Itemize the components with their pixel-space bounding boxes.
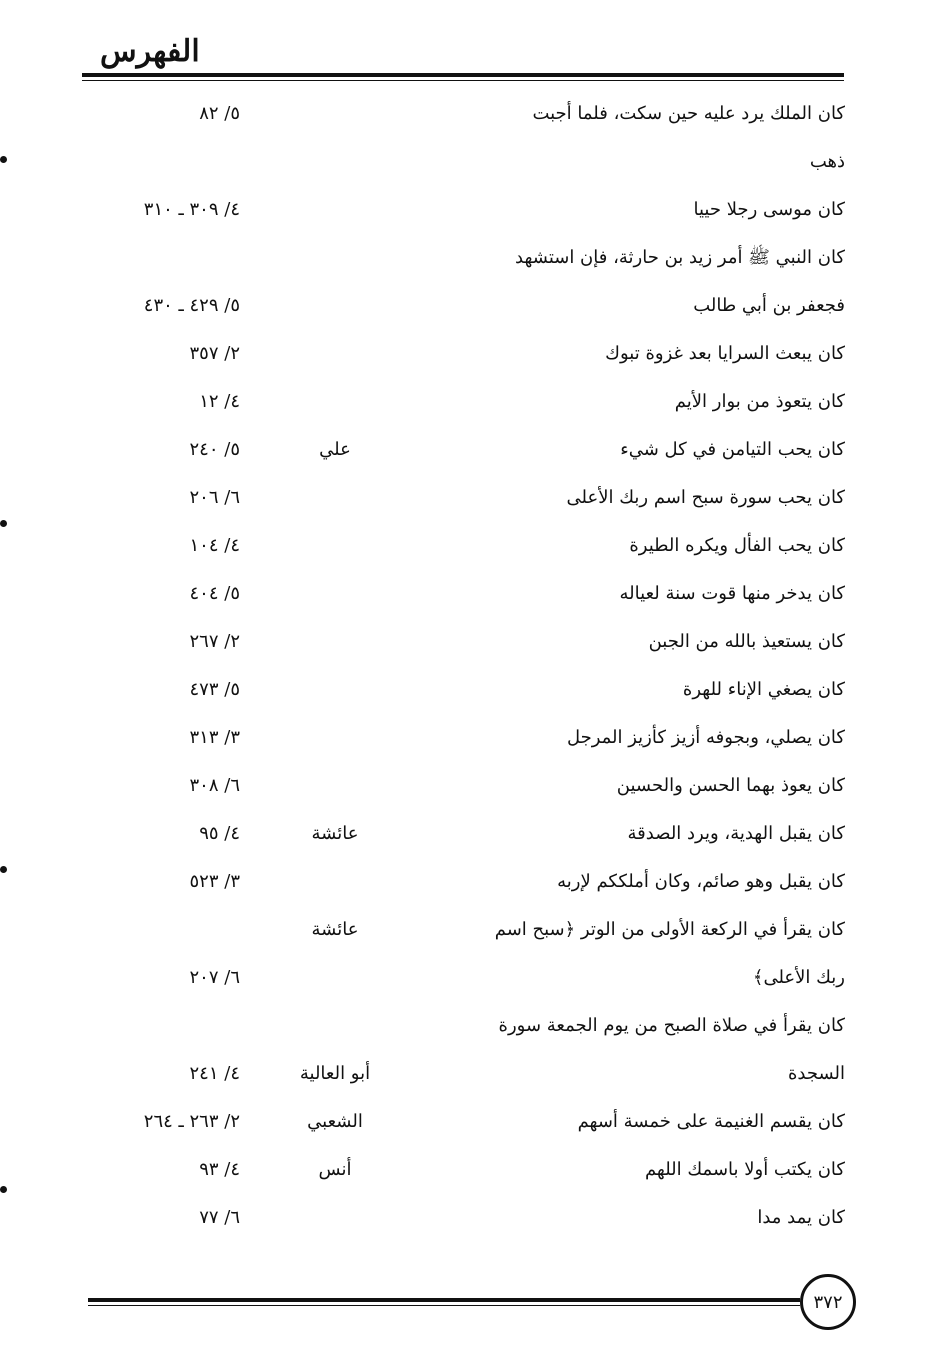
hadith-text: كان يتعوذ من بوار الأيم [674,391,845,412]
footer-rule-thin [88,1305,800,1306]
hadith-text: السجدة [787,1063,845,1084]
volume-page-ref: ٤/ ٩٣ [199,1159,240,1180]
volume-page-ref: ٦/ ٣٠٨ [189,775,240,796]
index-row [60,478,845,518]
hadith-text: كان يصلي، وبجوفه أزيز كأزيز المرجل [566,727,845,748]
volume-page-ref: ٥/ ٤٠٤ [189,583,240,604]
narrator: أنس [318,1159,352,1180]
volume-page-ref: ٣/ ٥٢٣ [189,871,240,892]
narrator: أبو العالية [299,1063,371,1084]
margin-mark [0,866,7,873]
hadith-text: كان يحب الفأل ويكره الطيرة [629,535,845,556]
index-row [60,622,845,662]
header-rule-thin [82,80,844,81]
hadith-text: كان يصغي الإناء للهرة [682,679,845,700]
hadith-text: كان يدخر منها قوت سنة لعياله [619,583,845,604]
index-row [60,766,845,806]
hadith-text: كان يكتب أولا باسمك اللهم [644,1159,845,1180]
hadith-text: كان يمد مدا [757,1207,845,1228]
hadith-text: كان يبعث السرايا بعد غزوة تبوك [605,343,845,364]
volume-page-ref: ٤/ ١٠٤ [189,535,240,556]
volume-page-ref: ٤/ ١٢ [199,391,240,412]
volume-page-ref: ٥/ ٤٧٣ [189,679,240,700]
margin-mark [0,1186,7,1193]
index-row [60,574,845,614]
index-row [60,1102,845,1142]
volume-page-ref: ٥/ ٢٤٠ [189,439,240,460]
hadith-text: ذهب [809,151,845,172]
volume-page-ref: ٢/ ٢٦٣ ـ ٢٦٤ [143,1111,240,1132]
index-row [60,94,845,134]
hadith-text: كان يقرأ في صلاة الصبح من يوم الجمعة سورة [498,1015,845,1036]
index-row [60,382,845,422]
index-row [60,238,845,278]
index-row [60,286,845,326]
volume-page-ref: ٤/ ٢٤١ [189,1063,240,1084]
index-row [60,430,845,470]
hadith-text: كان يستعيذ بالله من الجبن [648,631,845,652]
hadith-text: كان الملك يرد عليه حين سكت، فلما أجبت [532,103,845,124]
header-rule-thick [82,73,844,77]
margin-mark [0,520,7,527]
index-row [60,526,845,566]
volume-page-ref: ٣/ ٣١٣ [189,727,240,748]
index-row [60,334,845,374]
index-row [60,142,845,182]
index-row [60,1006,845,1046]
volume-page-ref: ٦/ ٢٠٦ [189,487,240,508]
hadith-text: كان يقبل الهدية، ويرد الصدقة [627,823,845,844]
index-row [60,1150,845,1190]
narrator: علي [319,439,351,460]
narrator: عائشة [311,919,359,940]
index-row [60,190,845,230]
page-title: الفهرس [100,34,200,69]
hadith-text: كان يعوذ بهما الحسن والحسين [616,775,845,796]
volume-page-ref: ٢/ ٢٦٧ [189,631,240,652]
index-row [60,718,845,758]
volume-page-ref: ٤/ ٣٠٩ ـ ٣١٠ [143,199,240,220]
volume-page-ref: ٤/ ٩٥ [199,823,240,844]
hadith-text: كان النبي ﷺ أمر زيد بن حارثة، فإن استشهد [515,247,845,268]
index-row [60,1198,845,1238]
hadith-text: كان يقسم الغنيمة على خمسة أسهم [577,1111,845,1132]
index-row [60,670,845,710]
hadith-text: كان يحب سورة سبح اسم ربك الأعلى [566,487,845,508]
narrator: عائشة [311,823,359,844]
index-row [60,958,845,998]
volume-page-ref: ٥/ ٨٢ [199,103,240,124]
hadith-text: كان يقرأ في الركعة الأولى من الوتر ﴿سبح اسم [494,919,845,940]
hadith-text: ربك الأعلى﴾ [752,967,845,988]
index-row [60,862,845,902]
margin-mark [0,156,7,163]
volume-page-ref: ٦/ ٢٠٧ [189,967,240,988]
volume-page-ref: ٢/ ٣٥٧ [189,343,240,364]
narrator: الشعبي [307,1111,363,1132]
hadith-text: كان يقبل وهو صائم، وكان أملككم لإربه [557,871,845,892]
hadith-text: فجعفر بن أبي طالب [693,295,845,316]
index-row [60,814,845,854]
volume-page-ref: ٦/ ٧٧ [199,1207,240,1228]
index-row [60,910,845,950]
index-row [60,1054,845,1094]
footer-rule-thick [88,1298,800,1302]
volume-page-ref: ٥/ ٤٢٩ ـ ٤٣٠ [143,295,240,316]
page-number: ٣٧٢ [800,1274,856,1330]
hadith-text: كان موسى رجلا حييا [693,199,845,220]
hadith-text: كان يحب التيامن في كل شيء [620,439,845,460]
